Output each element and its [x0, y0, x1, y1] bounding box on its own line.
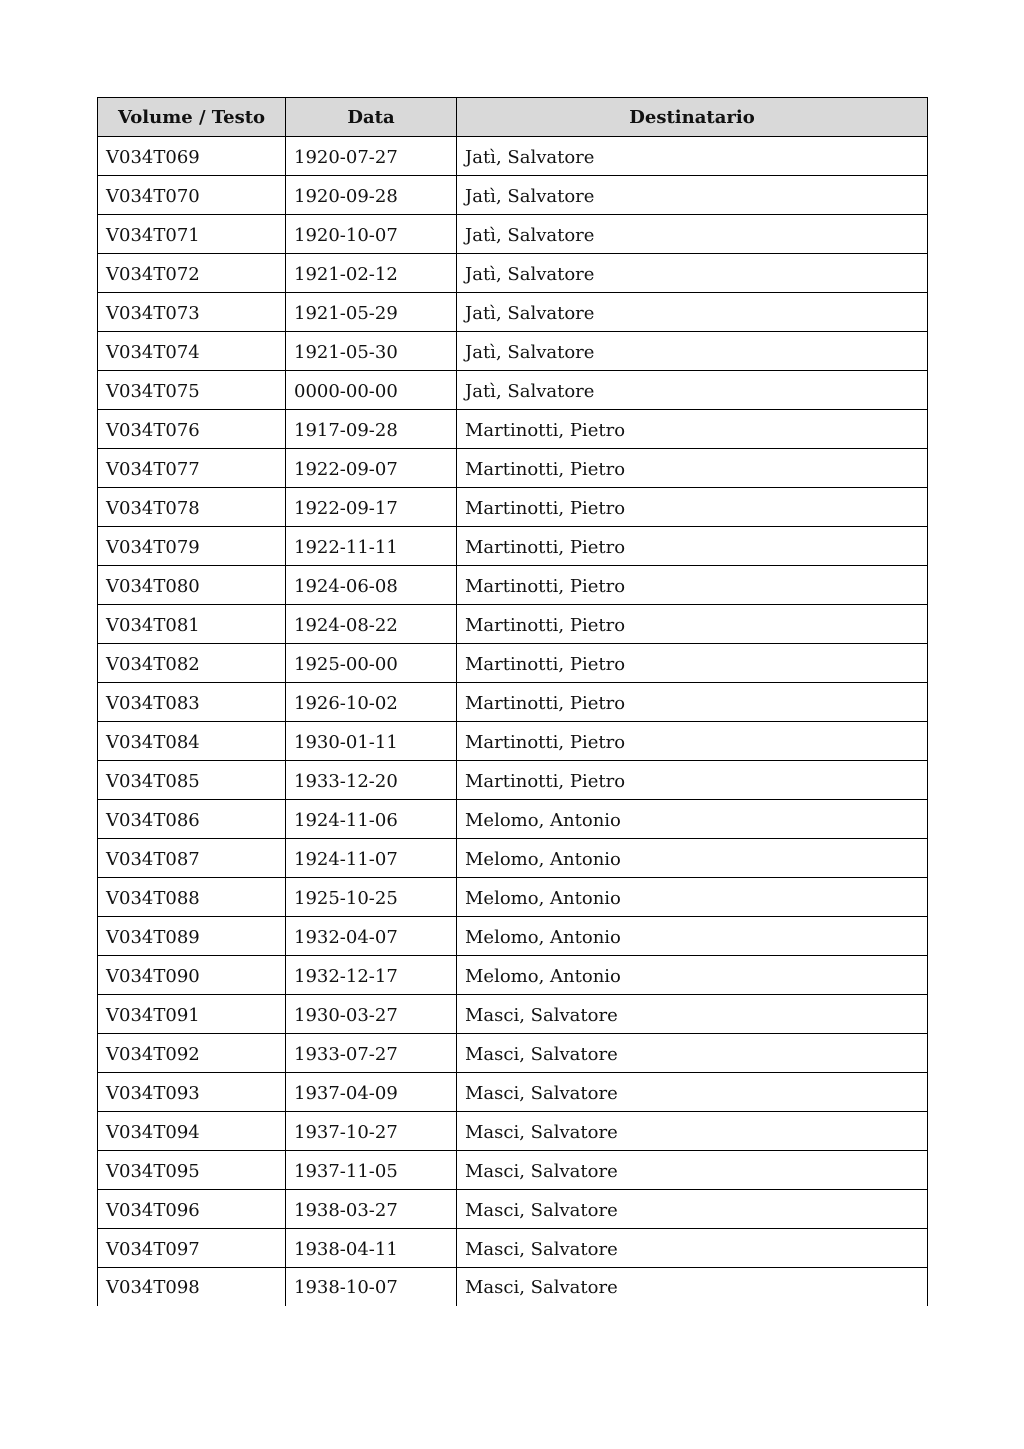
table-row — [98, 722, 928, 761]
cell-volume-testo: V034T069 — [98, 137, 286, 176]
table-row — [98, 410, 928, 449]
cell-data: 1933-12-20 — [286, 761, 457, 800]
cell-data: 1933-07-27 — [286, 1034, 457, 1073]
cell-destinatario: Jatì, Salvatore — [457, 215, 928, 254]
cell-data: 1922-09-17 — [286, 488, 457, 527]
cell-destinatario: Jatì, Salvatore — [457, 176, 928, 215]
column-header-destinatario: Destinatario — [457, 98, 928, 137]
cell-volume-testo: V034T092 — [98, 1034, 286, 1073]
table-row — [98, 1151, 928, 1190]
cell-data: 1926-10-02 — [286, 683, 457, 722]
cell-volume-testo: V034T083 — [98, 683, 286, 722]
cell-destinatario: Jatì, Salvatore — [457, 371, 928, 410]
cell-destinatario: Masci, Salvatore — [457, 995, 928, 1034]
cell-volume-testo: V034T084 — [98, 722, 286, 761]
cell-volume-testo: V034T097 — [98, 1229, 286, 1268]
cell-destinatario: Melomo, Antonio — [457, 878, 928, 917]
table-row — [98, 254, 928, 293]
cell-destinatario: Masci, Salvatore — [457, 1034, 928, 1073]
cell-data: 1924-06-08 — [286, 566, 457, 605]
cell-destinatario: Martinotti, Pietro — [457, 566, 928, 605]
cell-data: 1924-11-07 — [286, 839, 457, 878]
cell-volume-testo: V034T086 — [98, 800, 286, 839]
cell-volume-testo: V034T091 — [98, 995, 286, 1034]
table-row — [98, 1112, 928, 1151]
cell-volume-testo: V034T080 — [98, 566, 286, 605]
cell-volume-testo: V034T082 — [98, 644, 286, 683]
letters-table — [97, 97, 928, 1306]
cell-destinatario: Martinotti, Pietro — [457, 722, 928, 761]
cell-volume-testo: V034T077 — [98, 449, 286, 488]
table-row — [98, 644, 928, 683]
cell-data: 1938-04-11 — [286, 1229, 457, 1268]
cell-destinatario: Melomo, Antonio — [457, 800, 928, 839]
cell-data: 0000-00-00 — [286, 371, 457, 410]
cell-data: 1921-05-30 — [286, 332, 457, 371]
cell-data: 1930-01-11 — [286, 722, 457, 761]
cell-destinatario: Jatì, Salvatore — [457, 254, 928, 293]
cell-destinatario: Jatì, Salvatore — [457, 137, 928, 176]
cell-data: 1937-04-09 — [286, 1073, 457, 1112]
table-row — [98, 1073, 928, 1112]
cell-volume-testo: V034T089 — [98, 917, 286, 956]
cell-destinatario: Martinotti, Pietro — [457, 644, 928, 683]
table-row — [98, 137, 928, 176]
cell-volume-testo: V034T073 — [98, 293, 286, 332]
cell-volume-testo: V034T095 — [98, 1151, 286, 1190]
table-row — [98, 527, 928, 566]
cell-destinatario: Martinotti, Pietro — [457, 410, 928, 449]
cell-data: 1920-07-27 — [286, 137, 457, 176]
table-row — [98, 566, 928, 605]
table-row — [98, 839, 928, 878]
cell-destinatario: Jatì, Salvatore — [457, 332, 928, 371]
cell-data: 1937-11-05 — [286, 1151, 457, 1190]
table-row — [98, 1268, 928, 1306]
cell-destinatario: Masci, Salvatore — [457, 1073, 928, 1112]
table-row — [98, 332, 928, 371]
cell-destinatario: Masci, Salvatore — [457, 1112, 928, 1151]
table-row — [98, 956, 928, 995]
table-row — [98, 293, 928, 332]
table-row — [98, 1034, 928, 1073]
cell-volume-testo: V034T088 — [98, 878, 286, 917]
cell-data: 1921-02-12 — [286, 254, 457, 293]
cell-volume-testo: V034T094 — [98, 1112, 286, 1151]
cell-volume-testo: V034T078 — [98, 488, 286, 527]
cell-destinatario: Masci, Salvatore — [457, 1268, 928, 1306]
cell-volume-testo: V034T070 — [98, 176, 286, 215]
header-row — [98, 98, 928, 137]
table-row — [98, 1190, 928, 1229]
cell-volume-testo: V034T085 — [98, 761, 286, 800]
table-row — [98, 215, 928, 254]
cell-data: 1917-09-28 — [286, 410, 457, 449]
cell-destinatario: Jatì, Salvatore — [457, 293, 928, 332]
cell-destinatario: Masci, Salvatore — [457, 1151, 928, 1190]
cell-destinatario: Melomo, Antonio — [457, 956, 928, 995]
cell-destinatario: Martinotti, Pietro — [457, 488, 928, 527]
table-row — [98, 761, 928, 800]
cell-volume-testo: V034T081 — [98, 605, 286, 644]
table-row — [98, 995, 928, 1034]
cell-destinatario: Martinotti, Pietro — [457, 605, 928, 644]
table-row — [98, 176, 928, 215]
cell-data: 1932-12-17 — [286, 956, 457, 995]
cell-destinatario: Masci, Salvatore — [457, 1229, 928, 1268]
cell-destinatario: Masci, Salvatore — [457, 1190, 928, 1229]
table-row — [98, 878, 928, 917]
cell-data: 1937-10-27 — [286, 1112, 457, 1151]
table-row — [98, 371, 928, 410]
cell-volume-testo: V034T075 — [98, 371, 286, 410]
table-row — [98, 488, 928, 527]
cell-data: 1920-10-07 — [286, 215, 457, 254]
cell-destinatario: Martinotti, Pietro — [457, 527, 928, 566]
cell-data: 1932-04-07 — [286, 917, 457, 956]
cell-data: 1922-09-07 — [286, 449, 457, 488]
cell-data: 1925-10-25 — [286, 878, 457, 917]
cell-data: 1924-08-22 — [286, 605, 457, 644]
cell-volume-testo: V034T087 — [98, 839, 286, 878]
cell-data: 1938-10-07 — [286, 1268, 457, 1306]
cell-volume-testo: V034T071 — [98, 215, 286, 254]
table-header — [98, 98, 928, 137]
table-row — [98, 1229, 928, 1268]
table-row — [98, 449, 928, 488]
cell-volume-testo: V034T093 — [98, 1073, 286, 1112]
table-row — [98, 605, 928, 644]
cell-data: 1925-00-00 — [286, 644, 457, 683]
cell-volume-testo: V034T098 — [98, 1268, 286, 1306]
table-row — [98, 683, 928, 722]
cell-destinatario: Melomo, Antonio — [457, 917, 928, 956]
cell-destinatario: Martinotti, Pietro — [457, 449, 928, 488]
cell-data: 1921-05-29 — [286, 293, 457, 332]
cell-destinatario: Martinotti, Pietro — [457, 683, 928, 722]
cell-destinatario: Melomo, Antonio — [457, 839, 928, 878]
table-row — [98, 917, 928, 956]
cell-data: 1924-11-06 — [286, 800, 457, 839]
cell-volume-testo: V034T074 — [98, 332, 286, 371]
cell-volume-testo: V034T090 — [98, 956, 286, 995]
cell-destinatario: Martinotti, Pietro — [457, 761, 928, 800]
cell-data: 1938-03-27 — [286, 1190, 457, 1229]
column-header-volume-testo: Volume / Testo — [98, 98, 286, 137]
cell-volume-testo: V034T079 — [98, 527, 286, 566]
cell-volume-testo: V034T076 — [98, 410, 286, 449]
table-body — [98, 137, 928, 1306]
cell-data: 1930-03-27 — [286, 995, 457, 1034]
cell-data: 1922-11-11 — [286, 527, 457, 566]
cell-volume-testo: V034T096 — [98, 1190, 286, 1229]
cell-volume-testo: V034T072 — [98, 254, 286, 293]
column-header-data: Data — [286, 98, 457, 137]
table-row — [98, 800, 928, 839]
cell-data: 1920-09-28 — [286, 176, 457, 215]
